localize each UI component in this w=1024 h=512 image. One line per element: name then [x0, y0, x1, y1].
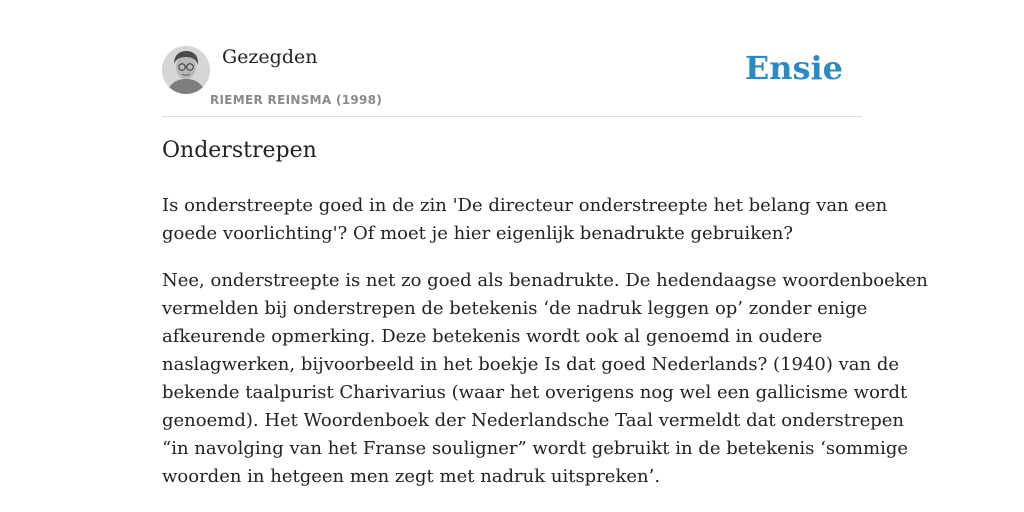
- brand-logo[interactable]: Ensie: [744, 49, 843, 87]
- answer-line: bekende taalpurist Charivarius (waar het overigens nog wel een gallicisme wordt: [162, 382, 908, 403]
- header: [162, 44, 862, 117]
- author-credit: RIEMER REINSMA (1998): [210, 93, 383, 107]
- article-title: Onderstrepen: [162, 138, 317, 163]
- book-title[interactable]: Gezegden: [222, 46, 318, 68]
- question-line: Is onderstreepte goed in de zin 'De directeur onderstreepte het belang van een: [162, 195, 888, 216]
- answer-line: “in navolging van het Franse souligner” wordt gebruikt in de betekenis ‘sommige: [162, 438, 908, 459]
- answer-line: genoemd). Het Woordenboek der Nederlandsche Taal vermeldt dat onderstrepen: [162, 410, 904, 431]
- answer-line: vermelden bij onderstrepen de betekenis ‘de nadruk leggen op’ zonder enige: [162, 298, 868, 319]
- answer-line: woorden in hetgeen men zegt met nadruk uitspreken’.: [162, 466, 661, 487]
- question-paragraph: [162, 192, 888, 248]
- author-avatar[interactable]: [162, 46, 210, 94]
- author-portrait-icon: [162, 46, 210, 94]
- answer-paragraph: [162, 267, 928, 491]
- answer-line: naslagwerken, bijvoorbeeld in het boekje Is dat goed Nederlands? (1940) van de: [162, 354, 900, 375]
- answer-line: Nee, onderstreepte is net zo goed als benadrukte. De hedendaagse woordenboeken: [162, 270, 928, 291]
- question-line: goede voorlichting'? Of moet je hier eigenlijk benadrukte gebruiken?: [162, 223, 793, 244]
- answer-line: afkeurende opmerking. Deze betekenis wordt ook al genoemd in oudere: [162, 326, 823, 347]
